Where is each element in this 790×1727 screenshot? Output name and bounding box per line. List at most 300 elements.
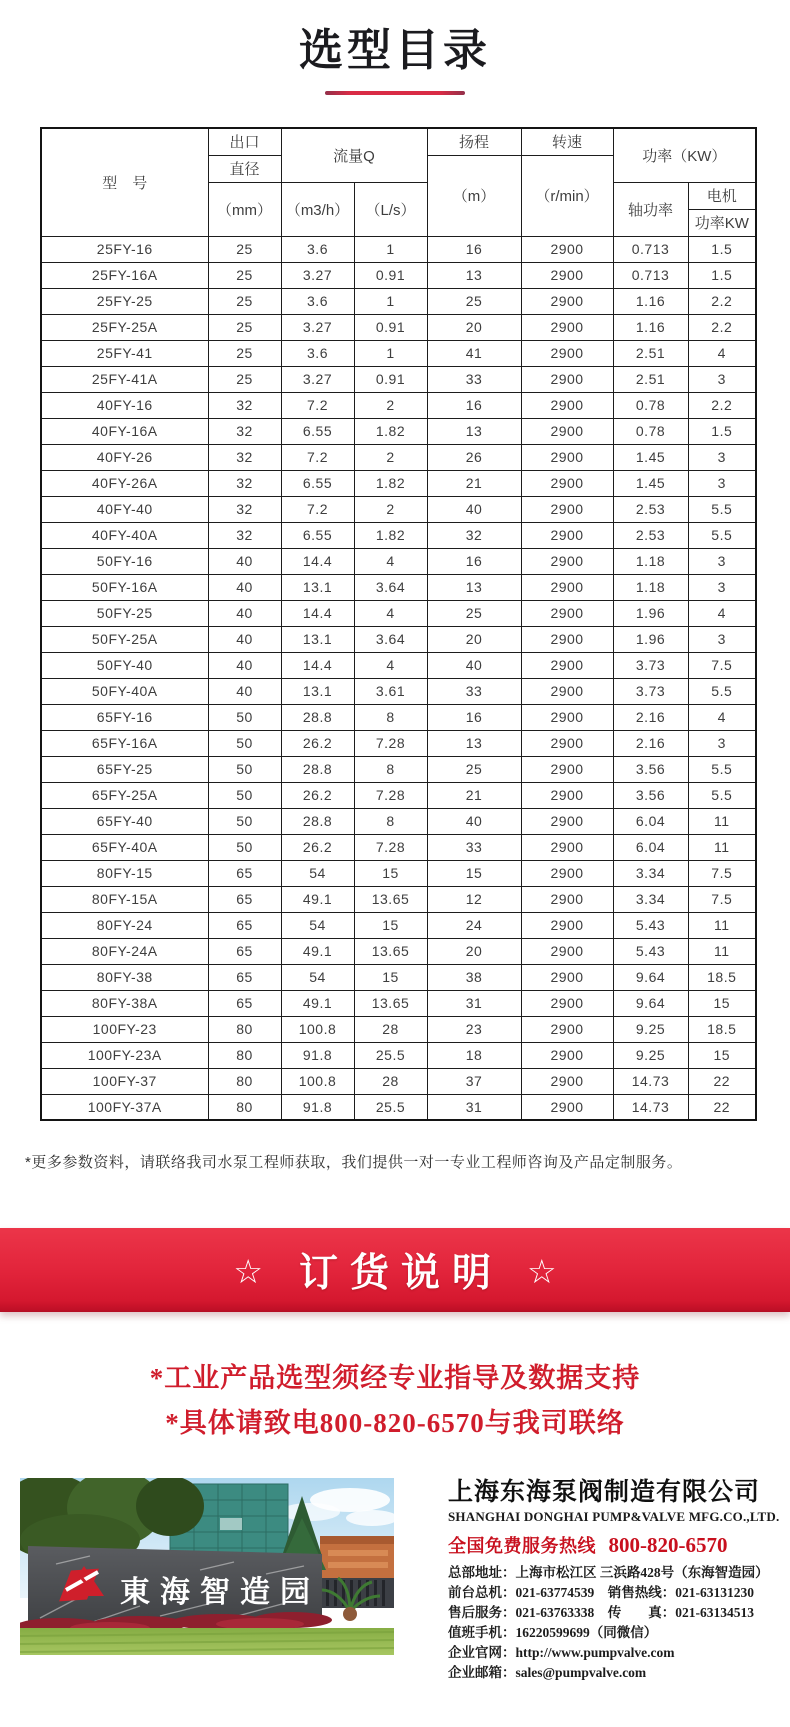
cell-motor-power: 3 (688, 626, 756, 652)
hotline-number: 800-820-6570 (608, 1533, 728, 1557)
cell-speed-rpm: 2900 (521, 470, 613, 496)
cell-motor-power: 15 (688, 1042, 756, 1068)
table-row (41, 938, 756, 964)
company-name-cn: 上海东海泵阀制造有限公司 (448, 1478, 761, 1506)
cell-head-m: 25 (427, 600, 521, 626)
cell-shaft-power: 3.73 (613, 678, 688, 704)
cell-speed-rpm: 2900 (521, 964, 613, 990)
table-row (41, 964, 756, 990)
hotline-label: 全国免费服务热线 (448, 1536, 596, 1556)
cell-flow-ls: 1 (354, 236, 427, 262)
cell-speed-rpm: 2900 (521, 236, 613, 262)
cell-motor-power: 5.5 (688, 678, 756, 704)
cell-speed-rpm: 2900 (521, 808, 613, 834)
cell-speed-rpm: 2900 (521, 496, 613, 522)
cell-outlet-mm: 80 (208, 1094, 281, 1120)
cell-speed-rpm: 2900 (521, 366, 613, 392)
cell-shaft-power: 6.04 (613, 834, 688, 860)
table-row (41, 600, 756, 626)
table-row (41, 1016, 756, 1042)
cell-model: 80FY-38A (41, 990, 208, 1016)
table-row (41, 626, 756, 652)
table-row (41, 1094, 756, 1120)
col-header-flow-ls: （L/s） (354, 182, 427, 236)
cell-speed-rpm: 2900 (521, 288, 613, 314)
cell-model: 25FY-16 (41, 236, 208, 262)
cell-head-m: 37 (427, 1068, 521, 1094)
cell-speed-rpm: 2900 (521, 704, 613, 730)
cell-flow-m3h: 3.27 (281, 262, 354, 288)
cell-speed-rpm: 2900 (521, 392, 613, 418)
cell-motor-power: 4 (688, 704, 756, 730)
col-header-outlet-bottom: 直径 (208, 155, 281, 182)
cell-shaft-power: 3.73 (613, 652, 688, 678)
cell-speed-rpm: 2900 (521, 938, 613, 964)
cell-motor-power: 3 (688, 730, 756, 756)
cell-outlet-mm: 65 (208, 938, 281, 964)
cell-head-m: 13 (427, 730, 521, 756)
cell-outlet-mm: 80 (208, 1042, 281, 1068)
cell-flow-ls: 2 (354, 392, 427, 418)
cell-head-m: 16 (427, 704, 521, 730)
cell-outlet-mm: 65 (208, 860, 281, 886)
cell-speed-rpm: 2900 (521, 1094, 613, 1120)
cell-speed-rpm: 2900 (521, 886, 613, 912)
cell-flow-m3h: 13.1 (281, 626, 354, 652)
cell-model: 65FY-16A (41, 730, 208, 756)
photo-sign-text: 東海智造园 (120, 1576, 320, 1609)
cell-shaft-power: 1.96 (613, 626, 688, 652)
cell-outlet-mm: 65 (208, 912, 281, 938)
cell-outlet-mm: 50 (208, 808, 281, 834)
cell-motor-power: 7.5 (688, 860, 756, 886)
cell-flow-ls: 8 (354, 808, 427, 834)
contact-line-address: 总部地址：上海市松江区 三浜路428号（东海智造园） (448, 1565, 769, 1580)
cell-model: 25FY-25A (41, 314, 208, 340)
cell-outlet-mm: 40 (208, 574, 281, 600)
cell-model: 25FY-41 (41, 340, 208, 366)
cell-model: 40FY-40A (41, 522, 208, 548)
cell-shaft-power: 5.43 (613, 938, 688, 964)
table-row (41, 808, 756, 834)
table-row (41, 886, 756, 912)
cell-shaft-power: 3.34 (613, 886, 688, 912)
cell-flow-m3h: 26.2 (281, 834, 354, 860)
cell-motor-power: 1.5 (688, 236, 756, 262)
cell-motor-power: 22 (688, 1094, 756, 1120)
cell-head-m: 13 (427, 262, 521, 288)
cell-flow-ls: 13.65 (354, 990, 427, 1016)
table-row (41, 1042, 756, 1068)
cell-model: 40FY-26 (41, 444, 208, 470)
cell-model: 100FY-23A (41, 1042, 208, 1068)
cell-model: 65FY-16 (41, 704, 208, 730)
cell-flow-m3h: 3.6 (281, 340, 354, 366)
cell-model: 65FY-25A (41, 782, 208, 808)
order-notices (0, 1356, 790, 1446)
table-row (41, 366, 756, 392)
company-info (448, 1478, 783, 1683)
cell-motor-power: 18.5 (688, 964, 756, 990)
cell-head-m: 33 (427, 678, 521, 704)
table-row (41, 912, 756, 938)
col-header-motor-power: 功率KW (688, 209, 756, 236)
cell-speed-rpm: 2900 (521, 574, 613, 600)
cell-flow-m3h: 54 (281, 860, 354, 886)
cell-model: 50FY-25 (41, 600, 208, 626)
cell-model: 50FY-16A (41, 574, 208, 600)
cell-motor-power: 1.5 (688, 262, 756, 288)
table-row (41, 262, 756, 288)
cell-flow-m3h: 7.2 (281, 496, 354, 522)
cell-outlet-mm: 40 (208, 652, 281, 678)
cell-outlet-mm: 25 (208, 236, 281, 262)
cell-flow-m3h: 6.55 (281, 522, 354, 548)
cell-flow-m3h: 28.8 (281, 756, 354, 782)
table-row (41, 756, 756, 782)
cell-speed-rpm: 2900 (521, 990, 613, 1016)
cell-shaft-power: 2.16 (613, 730, 688, 756)
order-banner (0, 1228, 790, 1312)
cell-flow-m3h: 14.4 (281, 548, 354, 574)
cell-head-m: 20 (427, 626, 521, 652)
cell-model: 80FY-15 (41, 860, 208, 886)
cell-flow-ls: 1.82 (354, 418, 427, 444)
cell-outlet-mm: 40 (208, 626, 281, 652)
cell-speed-rpm: 2900 (521, 548, 613, 574)
table-row (41, 314, 756, 340)
cell-head-m: 40 (427, 652, 521, 678)
notice-line: *具体请致电800-820-6570与我司联络 (165, 1408, 625, 1438)
cell-outlet-mm: 40 (208, 678, 281, 704)
cell-outlet-mm: 65 (208, 886, 281, 912)
factory-photo (20, 1478, 394, 1655)
cell-head-m: 41 (427, 340, 521, 366)
notice-line: *工业产品选型须经专业指导及数据支持 (149, 1363, 641, 1393)
cell-model: 50FY-25A (41, 626, 208, 652)
contact-line-mobile: 值班手机：16220599699（同微信） (448, 1625, 658, 1640)
cell-outlet-mm: 65 (208, 990, 281, 1016)
cell-head-m: 24 (427, 912, 521, 938)
table-row (41, 522, 756, 548)
col-header-head: 扬程 (427, 128, 521, 155)
cell-head-m: 25 (427, 288, 521, 314)
order-banner-title: 订货说明 (298, 1252, 503, 1295)
cell-flow-ls: 0.91 (354, 314, 427, 340)
cell-flow-ls: 28 (354, 1068, 427, 1094)
cell-speed-rpm: 2900 (521, 1016, 613, 1042)
cell-motor-power: 11 (688, 834, 756, 860)
service-hotline (448, 1532, 783, 1558)
cell-shaft-power: 9.25 (613, 1016, 688, 1042)
cell-outlet-mm: 80 (208, 1068, 281, 1094)
company-name-en: SHANGHAI DONGHAI PUMP&VALVE MFG.CO.,LTD. (448, 1509, 780, 1524)
cell-flow-ls: 25.5 (354, 1042, 427, 1068)
cell-shaft-power: 1.18 (613, 548, 688, 574)
cell-motor-power: 3 (688, 548, 756, 574)
cell-flow-m3h: 3.6 (281, 236, 354, 262)
cell-model: 65FY-40A (41, 834, 208, 860)
cell-flow-m3h: 6.55 (281, 418, 354, 444)
contact-line-phones: 前台总机：021-63774539 销售热线：021-63131230 (448, 1585, 754, 1600)
cell-model: 65FY-40 (41, 808, 208, 834)
cell-head-m: 25 (427, 756, 521, 782)
cell-head-m: 38 (427, 964, 521, 990)
cell-flow-ls: 15 (354, 860, 427, 886)
cell-head-m: 31 (427, 1094, 521, 1120)
cell-shaft-power: 2.51 (613, 340, 688, 366)
cell-head-m: 16 (427, 236, 521, 262)
table-row (41, 496, 756, 522)
cell-head-m: 15 (427, 860, 521, 886)
table-row (41, 340, 756, 366)
cell-model: 50FY-16 (41, 548, 208, 574)
cell-motor-power: 5.5 (688, 522, 756, 548)
cell-motor-power: 7.5 (688, 886, 756, 912)
cell-flow-ls: 4 (354, 652, 427, 678)
col-header-speed-unit: （r/min） (521, 155, 613, 236)
cell-shaft-power: 0.713 (613, 236, 688, 262)
table-row (41, 548, 756, 574)
cell-shaft-power: 1.96 (613, 600, 688, 626)
cell-head-m: 21 (427, 470, 521, 496)
cell-model: 40FY-26A (41, 470, 208, 496)
cell-flow-m3h: 49.1 (281, 886, 354, 912)
cell-speed-rpm: 2900 (521, 652, 613, 678)
cell-motor-power: 11 (688, 912, 756, 938)
cell-flow-ls: 4 (354, 548, 427, 574)
table-body (41, 236, 756, 1120)
star-right-icon: ☆ (527, 1252, 557, 1290)
cell-motor-power: 3 (688, 444, 756, 470)
contact-line-website: 企业官网：http://www.pumpvalve.com (448, 1645, 675, 1660)
cell-shaft-power: 14.73 (613, 1094, 688, 1120)
cell-motor-power: 3 (688, 574, 756, 600)
cell-model: 100FY-37 (41, 1068, 208, 1094)
cell-head-m: 33 (427, 366, 521, 392)
cell-flow-m3h: 54 (281, 964, 354, 990)
cell-head-m: 12 (427, 886, 521, 912)
cell-motor-power: 5.5 (688, 782, 756, 808)
table-header (41, 128, 756, 236)
table-row (41, 418, 756, 444)
cell-motor-power: 7.5 (688, 652, 756, 678)
cell-motor-power: 2.2 (688, 314, 756, 340)
cell-flow-m3h: 3.27 (281, 314, 354, 340)
cell-speed-rpm: 2900 (521, 444, 613, 470)
cell-speed-rpm: 2900 (521, 730, 613, 756)
col-header-outlet-unit: （mm） (208, 182, 281, 236)
cell-model: 80FY-15A (41, 886, 208, 912)
cell-flow-m3h: 3.27 (281, 366, 354, 392)
table-row (41, 470, 756, 496)
cell-head-m: 33 (427, 834, 521, 860)
cell-outlet-mm: 50 (208, 834, 281, 860)
cell-flow-ls: 13.65 (354, 886, 427, 912)
cell-motor-power: 18.5 (688, 1016, 756, 1042)
cell-shaft-power: 5.43 (613, 912, 688, 938)
cell-flow-m3h: 6.55 (281, 470, 354, 496)
cell-flow-m3h: 14.4 (281, 652, 354, 678)
cell-motor-power: 5.5 (688, 496, 756, 522)
cell-speed-rpm: 2900 (521, 522, 613, 548)
cell-flow-m3h: 7.2 (281, 444, 354, 470)
cell-outlet-mm: 25 (208, 262, 281, 288)
cell-motor-power: 11 (688, 808, 756, 834)
cell-speed-rpm: 2900 (521, 678, 613, 704)
col-header-flow-m3h: （m3/h） (281, 182, 354, 236)
cell-flow-m3h: 91.8 (281, 1094, 354, 1120)
cell-flow-ls: 3.64 (354, 574, 427, 600)
cell-head-m: 23 (427, 1016, 521, 1042)
cell-outlet-mm: 32 (208, 522, 281, 548)
cell-shaft-power: 0.713 (613, 262, 688, 288)
title-underline (325, 91, 465, 95)
cell-motor-power: 2.2 (688, 288, 756, 314)
cell-shaft-power: 0.78 (613, 418, 688, 444)
cell-outlet-mm: 32 (208, 496, 281, 522)
cell-speed-rpm: 2900 (521, 1068, 613, 1094)
cell-speed-rpm: 2900 (521, 600, 613, 626)
cell-outlet-mm: 25 (208, 366, 281, 392)
col-header-power: 功率（KW） (613, 128, 756, 182)
cell-flow-m3h: 100.8 (281, 1068, 354, 1094)
cell-head-m: 16 (427, 392, 521, 418)
cell-outlet-mm: 50 (208, 756, 281, 782)
cell-flow-ls: 1.82 (354, 470, 427, 496)
col-header-shaft-power: 轴功率 (613, 182, 688, 236)
cell-flow-m3h: 100.8 (281, 1016, 354, 1042)
cell-speed-rpm: 2900 (521, 834, 613, 860)
cell-speed-rpm: 2900 (521, 262, 613, 288)
col-header-outlet-top: 出口 (208, 128, 281, 155)
cell-flow-m3h: 49.1 (281, 990, 354, 1016)
cell-shaft-power: 2.51 (613, 366, 688, 392)
cell-head-m: 21 (427, 782, 521, 808)
cell-head-m: 20 (427, 314, 521, 340)
cell-shaft-power: 3.56 (613, 782, 688, 808)
cell-shaft-power: 3.34 (613, 860, 688, 886)
cell-flow-m3h: 26.2 (281, 782, 354, 808)
cell-flow-m3h: 54 (281, 912, 354, 938)
cell-flow-ls: 15 (354, 964, 427, 990)
cell-head-m: 26 (427, 444, 521, 470)
col-header-motor: 电机 (688, 182, 756, 209)
cell-model: 100FY-23 (41, 1016, 208, 1042)
cell-flow-ls: 8 (354, 704, 427, 730)
cell-flow-ls: 2 (354, 496, 427, 522)
cell-motor-power: 5.5 (688, 756, 756, 782)
cell-model: 40FY-40 (41, 496, 208, 522)
cell-shaft-power: 3.56 (613, 756, 688, 782)
cell-flow-ls: 7.28 (354, 730, 427, 756)
cell-flow-m3h: 49.1 (281, 938, 354, 964)
cell-motor-power: 3 (688, 470, 756, 496)
cell-flow-ls: 15 (354, 912, 427, 938)
cell-motor-power: 1.5 (688, 418, 756, 444)
table-row (41, 678, 756, 704)
table-row (41, 990, 756, 1016)
cell-speed-rpm: 2900 (521, 626, 613, 652)
cell-outlet-mm: 32 (208, 444, 281, 470)
cell-flow-ls: 2 (354, 444, 427, 470)
cell-model: 80FY-24A (41, 938, 208, 964)
cell-shaft-power: 2.53 (613, 496, 688, 522)
cell-flow-m3h: 13.1 (281, 678, 354, 704)
cell-outlet-mm: 80 (208, 1016, 281, 1042)
cell-outlet-mm: 40 (208, 548, 281, 574)
table-row (41, 730, 756, 756)
cell-flow-ls: 0.91 (354, 262, 427, 288)
cell-speed-rpm: 2900 (521, 912, 613, 938)
cell-flow-m3h: 26.2 (281, 730, 354, 756)
cell-speed-rpm: 2900 (521, 756, 613, 782)
cell-shaft-power: 1.45 (613, 444, 688, 470)
cell-model: 25FY-41A (41, 366, 208, 392)
cell-shaft-power: 2.16 (613, 704, 688, 730)
cell-outlet-mm: 25 (208, 314, 281, 340)
cell-motor-power: 11 (688, 938, 756, 964)
cell-model: 25FY-16A (41, 262, 208, 288)
cell-speed-rpm: 2900 (521, 1042, 613, 1068)
cell-shaft-power: 1.16 (613, 314, 688, 340)
cell-model: 40FY-16A (41, 418, 208, 444)
cell-flow-ls: 8 (354, 756, 427, 782)
cell-head-m: 31 (427, 990, 521, 1016)
cell-flow-m3h: 3.6 (281, 288, 354, 314)
star-left-icon: ☆ (233, 1252, 263, 1290)
cell-shaft-power: 1.45 (613, 470, 688, 496)
cell-outlet-mm: 32 (208, 418, 281, 444)
table-row (41, 860, 756, 886)
cell-shaft-power: 9.64 (613, 964, 688, 990)
cell-outlet-mm: 32 (208, 470, 281, 496)
cell-outlet-mm: 50 (208, 704, 281, 730)
selection-table (40, 127, 757, 1121)
cell-speed-rpm: 2900 (521, 340, 613, 366)
table-row (41, 834, 756, 860)
page-title: 选型目录 (299, 26, 491, 75)
cell-motor-power: 2.2 (688, 392, 756, 418)
cell-shaft-power: 1.16 (613, 288, 688, 314)
cell-speed-rpm: 2900 (521, 860, 613, 886)
cell-outlet-mm: 25 (208, 288, 281, 314)
cell-flow-m3h: 14.4 (281, 600, 354, 626)
cell-flow-ls: 7.28 (354, 834, 427, 860)
cell-model: 100FY-37A (41, 1094, 208, 1120)
cell-flow-ls: 13.65 (354, 938, 427, 964)
col-header-flow: 流量Q (281, 128, 427, 182)
cell-speed-rpm: 2900 (521, 314, 613, 340)
cell-outlet-mm: 50 (208, 782, 281, 808)
cell-flow-ls: 4 (354, 600, 427, 626)
table-footnote: *更多参数资料，请联络我司水泵工程师获取，我们提供一对一专业工程师咨询及产品定制服务。 (25, 1154, 683, 1171)
cell-model: 80FY-38 (41, 964, 208, 990)
cell-shaft-power: 9.64 (613, 990, 688, 1016)
cell-flow-ls: 7.28 (354, 782, 427, 808)
cell-head-m: 40 (427, 496, 521, 522)
cell-motor-power: 15 (688, 990, 756, 1016)
cell-shaft-power: 6.04 (613, 808, 688, 834)
col-header-model: 型 号 (41, 128, 208, 236)
cell-head-m: 16 (427, 548, 521, 574)
cell-shaft-power: 2.53 (613, 522, 688, 548)
contact-lines (448, 1563, 783, 1683)
cell-motor-power: 22 (688, 1068, 756, 1094)
cell-shaft-power: 14.73 (613, 1068, 688, 1094)
title-section (0, 14, 790, 95)
cell-speed-rpm: 2900 (521, 782, 613, 808)
